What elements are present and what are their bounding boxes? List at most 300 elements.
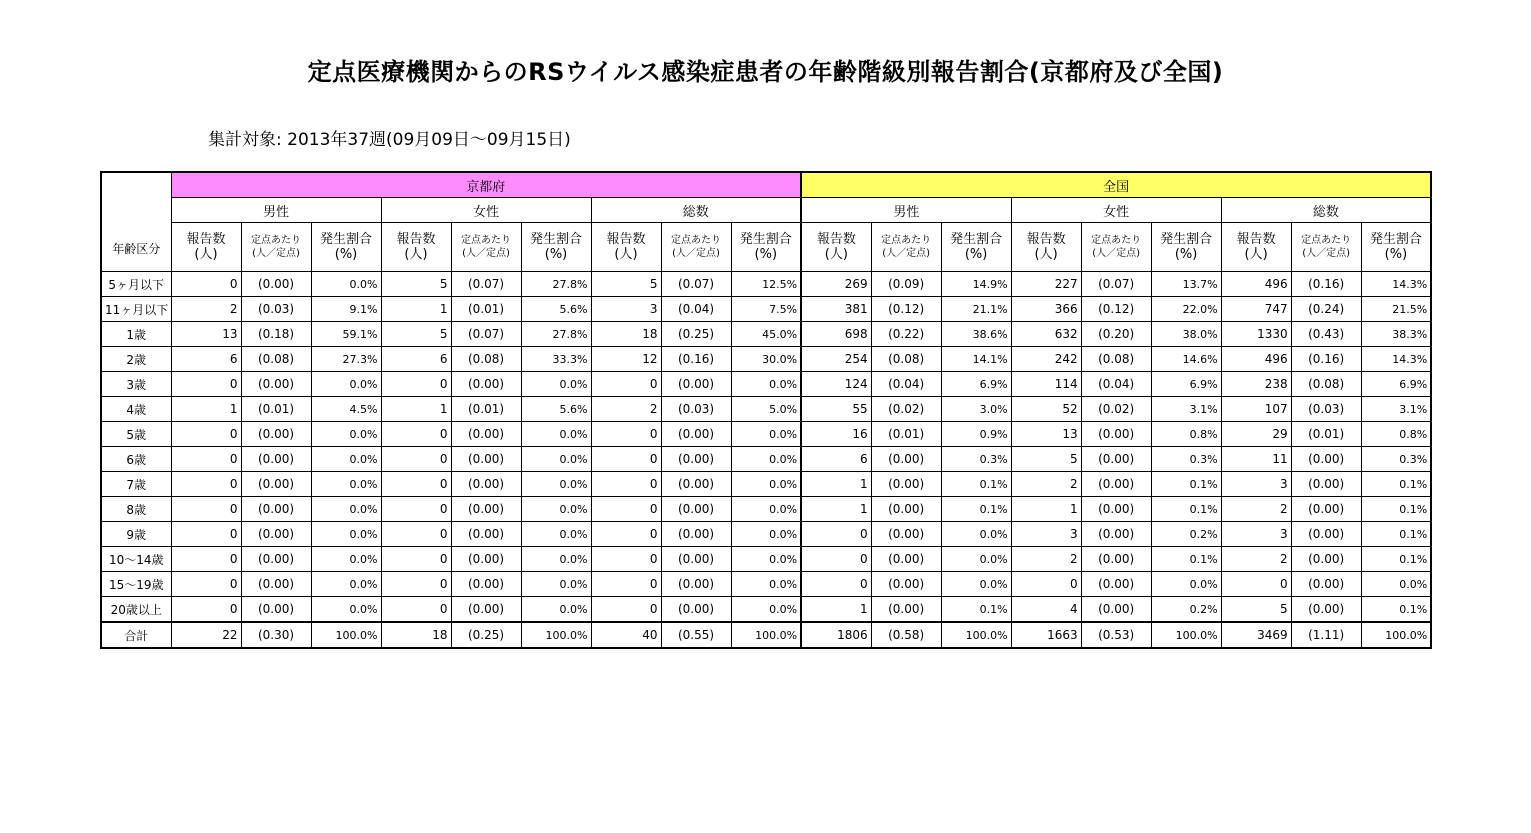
table-row bbox=[101, 422, 1431, 447]
per-sentinel-cell: (0.09) bbox=[871, 272, 941, 297]
ratio-column-header-line: (%) bbox=[964, 247, 988, 262]
per-sentinel-cell: (0.55) bbox=[661, 622, 731, 648]
ratio-column-header-line: 発生割合 bbox=[1369, 232, 1422, 247]
report-count-cell: 242 bbox=[1011, 347, 1081, 372]
report-count-cell: 22 bbox=[171, 622, 241, 648]
report-count-cell: 254 bbox=[801, 347, 871, 372]
report-count-cell: 5 bbox=[591, 272, 661, 297]
per-sentinel-cell: (0.00) bbox=[661, 472, 731, 497]
per-sentinel-cell: (0.00) bbox=[661, 447, 731, 472]
per-sentinel-cell: (0.08) bbox=[451, 347, 521, 372]
ratio-cell: 0.0% bbox=[731, 572, 801, 597]
ratio-cell: 0.8% bbox=[1361, 422, 1431, 447]
ratio-column-header-line: (%) bbox=[1174, 247, 1198, 262]
per-sentinel-cell: (0.12) bbox=[871, 297, 941, 322]
table-body bbox=[101, 272, 1431, 649]
ratio-column-header bbox=[1151, 223, 1221, 272]
age-cell: 1歳 bbox=[101, 322, 171, 347]
per-sentinel-cell: (0.00) bbox=[241, 422, 311, 447]
per-sentinel-cell: (0.00) bbox=[661, 547, 731, 572]
report-count-cell: 632 bbox=[1011, 322, 1081, 347]
group-header: 女性 bbox=[1011, 198, 1221, 223]
reports-column-header-line: (人) bbox=[1244, 247, 1268, 262]
table-row bbox=[101, 397, 1431, 422]
report-count-cell: 2 bbox=[1221, 547, 1291, 572]
report-count-cell: 0 bbox=[381, 447, 451, 472]
report-count-cell: 18 bbox=[591, 322, 661, 347]
region-header-national: 全国 bbox=[801, 172, 1431, 198]
ratio-cell: 30.0% bbox=[731, 347, 801, 372]
ratio-cell: 21.5% bbox=[1361, 297, 1431, 322]
report-count-cell: 5 bbox=[1221, 597, 1291, 623]
ratio-cell: 0.0% bbox=[521, 522, 591, 547]
report-count-cell: 698 bbox=[801, 322, 871, 347]
report-count-cell: 0 bbox=[591, 372, 661, 397]
ratio-cell: 14.6% bbox=[1151, 347, 1221, 372]
report-count-cell: 0 bbox=[591, 572, 661, 597]
report-count-cell: 381 bbox=[801, 297, 871, 322]
per-sentinel-cell: (0.00) bbox=[1081, 497, 1151, 522]
report-count-cell: 107 bbox=[1221, 397, 1291, 422]
rate-column-header bbox=[871, 223, 941, 272]
report-count-cell: 0 bbox=[171, 497, 241, 522]
report-count-cell: 0 bbox=[591, 447, 661, 472]
ratio-cell: 6.9% bbox=[1361, 372, 1431, 397]
ratio-cell: 12.5% bbox=[731, 272, 801, 297]
per-sentinel-cell: (0.07) bbox=[451, 322, 521, 347]
ratio-cell: 27.8% bbox=[521, 322, 591, 347]
ratio-cell: 0.1% bbox=[1361, 472, 1431, 497]
reports-column-header-line: (人) bbox=[194, 247, 218, 262]
ratio-cell: 0.0% bbox=[731, 422, 801, 447]
per-sentinel-cell: (0.00) bbox=[1291, 547, 1361, 572]
per-sentinel-cell: (0.04) bbox=[871, 372, 941, 397]
per-sentinel-cell: (0.12) bbox=[1081, 297, 1151, 322]
report-count-cell: 0 bbox=[171, 572, 241, 597]
report-count-cell: 5 bbox=[1011, 447, 1081, 472]
per-sentinel-cell: (0.03) bbox=[1291, 397, 1361, 422]
ratio-cell: 0.0% bbox=[731, 497, 801, 522]
ratio-cell: 14.3% bbox=[1361, 347, 1431, 372]
report-count-cell: 0 bbox=[591, 422, 661, 447]
table-row bbox=[101, 372, 1431, 397]
report-count-cell: 114 bbox=[1011, 372, 1081, 397]
reports-column-header-line: 報告数 bbox=[186, 232, 226, 247]
per-sentinel-cell: (0.02) bbox=[1081, 397, 1151, 422]
per-sentinel-cell: (0.01) bbox=[241, 397, 311, 422]
age-cell: 5ヶ月以下 bbox=[101, 272, 171, 297]
reports-column-header-line: 報告数 bbox=[816, 232, 856, 247]
per-sentinel-cell: (0.20) bbox=[1081, 322, 1151, 347]
report-count-cell: 0 bbox=[591, 497, 661, 522]
per-sentinel-cell: (0.00) bbox=[241, 597, 311, 623]
per-sentinel-cell: (0.04) bbox=[1081, 372, 1151, 397]
age-cell: 3歳 bbox=[101, 372, 171, 397]
ratio-cell: 38.3% bbox=[1361, 322, 1431, 347]
report-count-cell: 1 bbox=[171, 397, 241, 422]
ratio-cell: 0.1% bbox=[941, 597, 1011, 623]
ratio-cell: 100.0% bbox=[311, 622, 381, 648]
per-sentinel-cell: (0.00) bbox=[451, 547, 521, 572]
report-count-cell: 6 bbox=[381, 347, 451, 372]
reports-column-header-line: (人) bbox=[614, 247, 638, 262]
age-cell: 11ヶ月以下 bbox=[101, 297, 171, 322]
report-count-cell: 0 bbox=[1221, 572, 1291, 597]
report-count-cell: 238 bbox=[1221, 372, 1291, 397]
ratio-cell: 45.0% bbox=[731, 322, 801, 347]
age-cell: 合計 bbox=[101, 622, 171, 648]
ratio-cell: 0.1% bbox=[1361, 497, 1431, 522]
per-sentinel-cell: (0.00) bbox=[451, 522, 521, 547]
ratio-cell: 0.0% bbox=[311, 372, 381, 397]
per-sentinel-cell: (0.43) bbox=[1291, 322, 1361, 347]
ratio-cell: 100.0% bbox=[1361, 622, 1431, 648]
per-sentinel-cell: (0.00) bbox=[1291, 472, 1361, 497]
report-count-cell: 3 bbox=[1011, 522, 1081, 547]
per-sentinel-cell: (0.00) bbox=[1291, 447, 1361, 472]
report-count-cell: 366 bbox=[1011, 297, 1081, 322]
per-sentinel-cell: (0.00) bbox=[1081, 447, 1151, 472]
ratio-cell: 33.3% bbox=[521, 347, 591, 372]
report-count-cell: 1 bbox=[381, 297, 451, 322]
report-count-cell: 11 bbox=[1221, 447, 1291, 472]
report-count-cell: 0 bbox=[381, 522, 451, 547]
report-count-cell: 3 bbox=[1221, 522, 1291, 547]
table-row bbox=[101, 272, 1431, 297]
ratio-column-header-line: (%) bbox=[1384, 247, 1408, 262]
ratio-cell: 6.9% bbox=[1151, 372, 1221, 397]
age-cell: 6歳 bbox=[101, 447, 171, 472]
ratio-cell: 13.7% bbox=[1151, 272, 1221, 297]
reports-column-header-line: 報告数 bbox=[606, 232, 646, 247]
ratio-cell: 0.1% bbox=[1151, 547, 1221, 572]
per-sentinel-cell: (0.00) bbox=[871, 572, 941, 597]
per-sentinel-cell: (0.00) bbox=[661, 522, 731, 547]
rate-column-header-line: 定点あたり bbox=[881, 235, 932, 246]
report-count-cell: 2 bbox=[1011, 472, 1081, 497]
ratio-cell: 0.1% bbox=[941, 472, 1011, 497]
report-count-cell: 13 bbox=[1011, 422, 1081, 447]
ratio-cell: 0.0% bbox=[311, 422, 381, 447]
group-header: 総数 bbox=[591, 198, 801, 223]
reports-column-header bbox=[1221, 223, 1291, 272]
ratio-cell: 0.0% bbox=[521, 422, 591, 447]
ratio-cell: 0.1% bbox=[1151, 497, 1221, 522]
report-count-cell: 5 bbox=[381, 272, 451, 297]
age-cell: 4歳 bbox=[101, 397, 171, 422]
rate-column-header bbox=[451, 223, 521, 272]
per-sentinel-cell: (0.00) bbox=[1291, 497, 1361, 522]
per-sentinel-cell: (0.00) bbox=[661, 497, 731, 522]
rate-column-header bbox=[661, 223, 731, 272]
report-count-cell: 16 bbox=[801, 422, 871, 447]
reports-column-header-line: 報告数 bbox=[396, 232, 436, 247]
ratio-cell: 5.6% bbox=[521, 297, 591, 322]
age-cell: 7歳 bbox=[101, 472, 171, 497]
per-sentinel-cell: (0.16) bbox=[1291, 272, 1361, 297]
per-sentinel-cell: (0.00) bbox=[451, 472, 521, 497]
report-count-cell: 0 bbox=[591, 522, 661, 547]
per-sentinel-cell: (0.16) bbox=[661, 347, 731, 372]
per-sentinel-cell: (0.00) bbox=[871, 497, 941, 522]
report-count-cell: 1330 bbox=[1221, 322, 1291, 347]
ratio-cell: 0.0% bbox=[311, 547, 381, 572]
ratio-cell: 0.0% bbox=[731, 447, 801, 472]
rate-column-header-line: (人／定点) bbox=[1302, 248, 1351, 259]
per-sentinel-cell: (0.00) bbox=[241, 272, 311, 297]
ratio-cell: 6.9% bbox=[941, 372, 1011, 397]
reports-column-header-line: (人) bbox=[404, 247, 428, 262]
per-sentinel-cell: (0.00) bbox=[1291, 597, 1361, 623]
per-sentinel-cell: (0.02) bbox=[871, 397, 941, 422]
rate-column-header bbox=[1291, 223, 1361, 272]
age-cell: 10〜14歳 bbox=[101, 547, 171, 572]
table-row bbox=[101, 497, 1431, 522]
report-count-cell: 0 bbox=[801, 547, 871, 572]
per-sentinel-cell: (0.00) bbox=[871, 597, 941, 623]
group-header: 女性 bbox=[381, 198, 591, 223]
per-sentinel-cell: (0.00) bbox=[451, 497, 521, 522]
per-sentinel-cell: (0.00) bbox=[871, 447, 941, 472]
ratio-cell: 0.1% bbox=[941, 497, 1011, 522]
reports-column-header bbox=[381, 223, 451, 272]
group-header: 総数 bbox=[1221, 198, 1431, 223]
group-header: 男性 bbox=[801, 198, 1011, 223]
rate-column-header-line: 定点あたり bbox=[671, 235, 721, 246]
group-header: 男性 bbox=[171, 198, 381, 223]
ratio-cell: 38.6% bbox=[941, 322, 1011, 347]
report-count-cell: 4 bbox=[1011, 597, 1081, 623]
report-count-cell: 40 bbox=[591, 622, 661, 648]
report-count-cell: 1 bbox=[1011, 497, 1081, 522]
per-sentinel-cell: (0.00) bbox=[1081, 522, 1151, 547]
report-count-cell: 2 bbox=[1011, 547, 1081, 572]
report-count-cell: 1 bbox=[381, 397, 451, 422]
per-sentinel-cell: (0.00) bbox=[1081, 472, 1151, 497]
ratio-cell: 38.0% bbox=[1151, 322, 1221, 347]
per-sentinel-cell: (0.00) bbox=[1081, 597, 1151, 623]
report-count-cell: 52 bbox=[1011, 397, 1081, 422]
reports-column-header bbox=[591, 223, 661, 272]
ratio-cell: 0.0% bbox=[731, 522, 801, 547]
report-count-cell: 747 bbox=[1221, 297, 1291, 322]
rate-column-header-line: 定点あたり bbox=[1301, 235, 1352, 246]
ratio-cell: 0.0% bbox=[941, 572, 1011, 597]
ratio-cell: 0.0% bbox=[521, 372, 591, 397]
rate-column-header-line: (人／定点) bbox=[672, 248, 720, 259]
report-count-cell: 0 bbox=[171, 472, 241, 497]
ratio-cell: 0.9% bbox=[941, 422, 1011, 447]
column-header-row bbox=[101, 223, 1431, 272]
ratio-cell: 0.0% bbox=[311, 572, 381, 597]
age-cell: 20歳以上 bbox=[101, 597, 171, 623]
per-sentinel-cell: (0.08) bbox=[1081, 347, 1151, 372]
ratio-cell: 3.1% bbox=[1361, 397, 1431, 422]
per-sentinel-cell: (0.07) bbox=[1081, 272, 1151, 297]
ratio-cell: 5.0% bbox=[731, 397, 801, 422]
table-row bbox=[101, 472, 1431, 497]
report-count-cell: 124 bbox=[801, 372, 871, 397]
ratio-cell: 27.3% bbox=[311, 347, 381, 372]
per-sentinel-cell: (0.00) bbox=[241, 372, 311, 397]
ratio-cell: 0.3% bbox=[941, 447, 1011, 472]
per-sentinel-cell: (0.04) bbox=[661, 297, 731, 322]
ratio-cell: 9.1% bbox=[311, 297, 381, 322]
age-header: 年齢区分 bbox=[101, 172, 171, 272]
ratio-cell: 0.0% bbox=[521, 447, 591, 472]
ratio-cell: 3.1% bbox=[1151, 397, 1221, 422]
ratio-column-header bbox=[941, 223, 1011, 272]
ratio-cell: 0.0% bbox=[521, 597, 591, 623]
ratio-cell: 100.0% bbox=[521, 622, 591, 648]
rate-column-header-line: (人／定点) bbox=[252, 248, 300, 259]
per-sentinel-cell: (0.24) bbox=[1291, 297, 1361, 322]
per-sentinel-cell: (0.00) bbox=[451, 422, 521, 447]
reports-column-header bbox=[1011, 223, 1081, 272]
report-count-cell: 6 bbox=[801, 447, 871, 472]
per-sentinel-cell: (0.00) bbox=[451, 597, 521, 623]
table-row bbox=[101, 297, 1431, 322]
per-sentinel-cell: (0.25) bbox=[451, 622, 521, 648]
ratio-cell: 0.0% bbox=[1151, 572, 1221, 597]
per-sentinel-cell: (0.25) bbox=[661, 322, 731, 347]
per-sentinel-cell: (0.16) bbox=[1291, 347, 1361, 372]
reports-column-header-line: (人) bbox=[1034, 247, 1058, 262]
per-sentinel-cell: (0.07) bbox=[451, 272, 521, 297]
report-count-cell: 13 bbox=[171, 322, 241, 347]
table-row bbox=[101, 347, 1431, 372]
ratio-cell: 100.0% bbox=[941, 622, 1011, 648]
per-sentinel-cell: (0.00) bbox=[241, 472, 311, 497]
per-sentinel-cell: (0.00) bbox=[241, 447, 311, 472]
report-count-cell: 29 bbox=[1221, 422, 1291, 447]
report-count-cell: 496 bbox=[1221, 347, 1291, 372]
per-sentinel-cell: (0.00) bbox=[1081, 572, 1151, 597]
per-sentinel-cell: (0.00) bbox=[871, 547, 941, 572]
ratio-column-header-line: 発生割合 bbox=[739, 232, 792, 247]
ratio-cell: 0.8% bbox=[1151, 422, 1221, 447]
report-count-cell: 3469 bbox=[1221, 622, 1291, 648]
report-count-cell: 2 bbox=[591, 397, 661, 422]
period-label: 集計対象: 2013年37週(09月09日〜09月15日) bbox=[208, 130, 571, 150]
per-sentinel-cell: (0.00) bbox=[1291, 522, 1361, 547]
ratio-cell: 0.0% bbox=[731, 597, 801, 623]
report-count-cell: 0 bbox=[171, 547, 241, 572]
per-sentinel-cell: (0.00) bbox=[241, 522, 311, 547]
table-row bbox=[101, 522, 1431, 547]
table-row bbox=[101, 547, 1431, 572]
ratio-cell: 100.0% bbox=[1151, 622, 1221, 648]
report-count-cell: 227 bbox=[1011, 272, 1081, 297]
per-sentinel-cell: (0.01) bbox=[451, 297, 521, 322]
per-sentinel-cell: (0.30) bbox=[241, 622, 311, 648]
report-count-cell: 0 bbox=[591, 597, 661, 623]
per-sentinel-cell: (0.00) bbox=[451, 572, 521, 597]
report-count-cell: 0 bbox=[801, 522, 871, 547]
report-count-cell: 3 bbox=[1221, 472, 1291, 497]
ratio-column-header-line: 発生割合 bbox=[529, 232, 582, 247]
report-count-cell: 0 bbox=[381, 597, 451, 623]
ratio-column-header-line: 発生割合 bbox=[319, 232, 372, 247]
per-sentinel-cell: (0.00) bbox=[871, 522, 941, 547]
ratio-cell: 0.1% bbox=[1361, 547, 1431, 572]
report-count-cell: 55 bbox=[801, 397, 871, 422]
ratio-cell: 14.9% bbox=[941, 272, 1011, 297]
report-count-cell: 1 bbox=[801, 597, 871, 623]
per-sentinel-cell: (0.07) bbox=[661, 272, 731, 297]
report-count-cell: 0 bbox=[381, 372, 451, 397]
per-sentinel-cell: (0.08) bbox=[1291, 372, 1361, 397]
report-count-cell: 0 bbox=[171, 372, 241, 397]
report-count-cell: 1806 bbox=[801, 622, 871, 648]
ratio-cell: 0.0% bbox=[941, 522, 1011, 547]
reports-column-header-line: 報告数 bbox=[1026, 232, 1066, 247]
ratio-cell: 0.0% bbox=[731, 472, 801, 497]
rate-column-header bbox=[241, 223, 311, 272]
rate-column-header-line: (人／定点) bbox=[882, 248, 931, 259]
report-count-cell: 1663 bbox=[1011, 622, 1081, 648]
report-count-cell: 12 bbox=[591, 347, 661, 372]
ratio-column-header-line: (%) bbox=[334, 247, 358, 262]
per-sentinel-cell: (0.58) bbox=[871, 622, 941, 648]
region-header-kyoto: 京都府 bbox=[171, 172, 801, 198]
ratio-cell: 59.1% bbox=[311, 322, 381, 347]
ratio-cell: 14.3% bbox=[1361, 272, 1431, 297]
ratio-cell: 0.0% bbox=[311, 472, 381, 497]
report-count-cell: 5 bbox=[381, 322, 451, 347]
report-count-cell: 3 bbox=[591, 297, 661, 322]
report-count-cell: 0 bbox=[591, 547, 661, 572]
ratio-column-header-line: 発生割合 bbox=[950, 232, 1003, 247]
age-cell: 2歳 bbox=[101, 347, 171, 372]
table-row bbox=[101, 597, 1431, 623]
ratio-column-header bbox=[311, 223, 381, 272]
per-sentinel-cell: (0.03) bbox=[241, 297, 311, 322]
rate-column-header bbox=[1081, 223, 1151, 272]
report-count-cell: 18 bbox=[381, 622, 451, 648]
report-count-cell: 0 bbox=[381, 472, 451, 497]
per-sentinel-cell: (0.01) bbox=[871, 422, 941, 447]
rate-column-header-line: (人／定点) bbox=[462, 248, 510, 259]
ratio-cell: 22.0% bbox=[1151, 297, 1221, 322]
age-cell: 15〜19歳 bbox=[101, 572, 171, 597]
report-count-cell: 269 bbox=[801, 272, 871, 297]
report-count-cell: 0 bbox=[171, 597, 241, 623]
report-count-cell: 0 bbox=[171, 422, 241, 447]
report-count-cell: 1 bbox=[801, 472, 871, 497]
age-cell: 9歳 bbox=[101, 522, 171, 547]
ratio-cell: 0.1% bbox=[1361, 597, 1431, 623]
rate-column-header-line: 定点あたり bbox=[1091, 235, 1142, 246]
reports-column-header-line: (人) bbox=[824, 247, 848, 262]
ratio-cell: 4.5% bbox=[311, 397, 381, 422]
ratio-cell: 0.0% bbox=[941, 547, 1011, 572]
per-sentinel-cell: (0.00) bbox=[871, 472, 941, 497]
per-sentinel-cell: (0.00) bbox=[1081, 422, 1151, 447]
ratio-column-header bbox=[521, 223, 591, 272]
ratio-column-header bbox=[1361, 223, 1431, 272]
reports-column-header bbox=[171, 223, 241, 272]
ratio-cell: 0.1% bbox=[1361, 522, 1431, 547]
table-row bbox=[101, 322, 1431, 347]
per-sentinel-cell: (0.00) bbox=[451, 447, 521, 472]
report-count-cell: 0 bbox=[591, 472, 661, 497]
ratio-cell: 0.0% bbox=[311, 497, 381, 522]
ratio-cell: 0.2% bbox=[1151, 522, 1221, 547]
ratio-cell: 21.1% bbox=[941, 297, 1011, 322]
ratio-column-header bbox=[731, 223, 801, 272]
report-count-cell: 0 bbox=[381, 572, 451, 597]
